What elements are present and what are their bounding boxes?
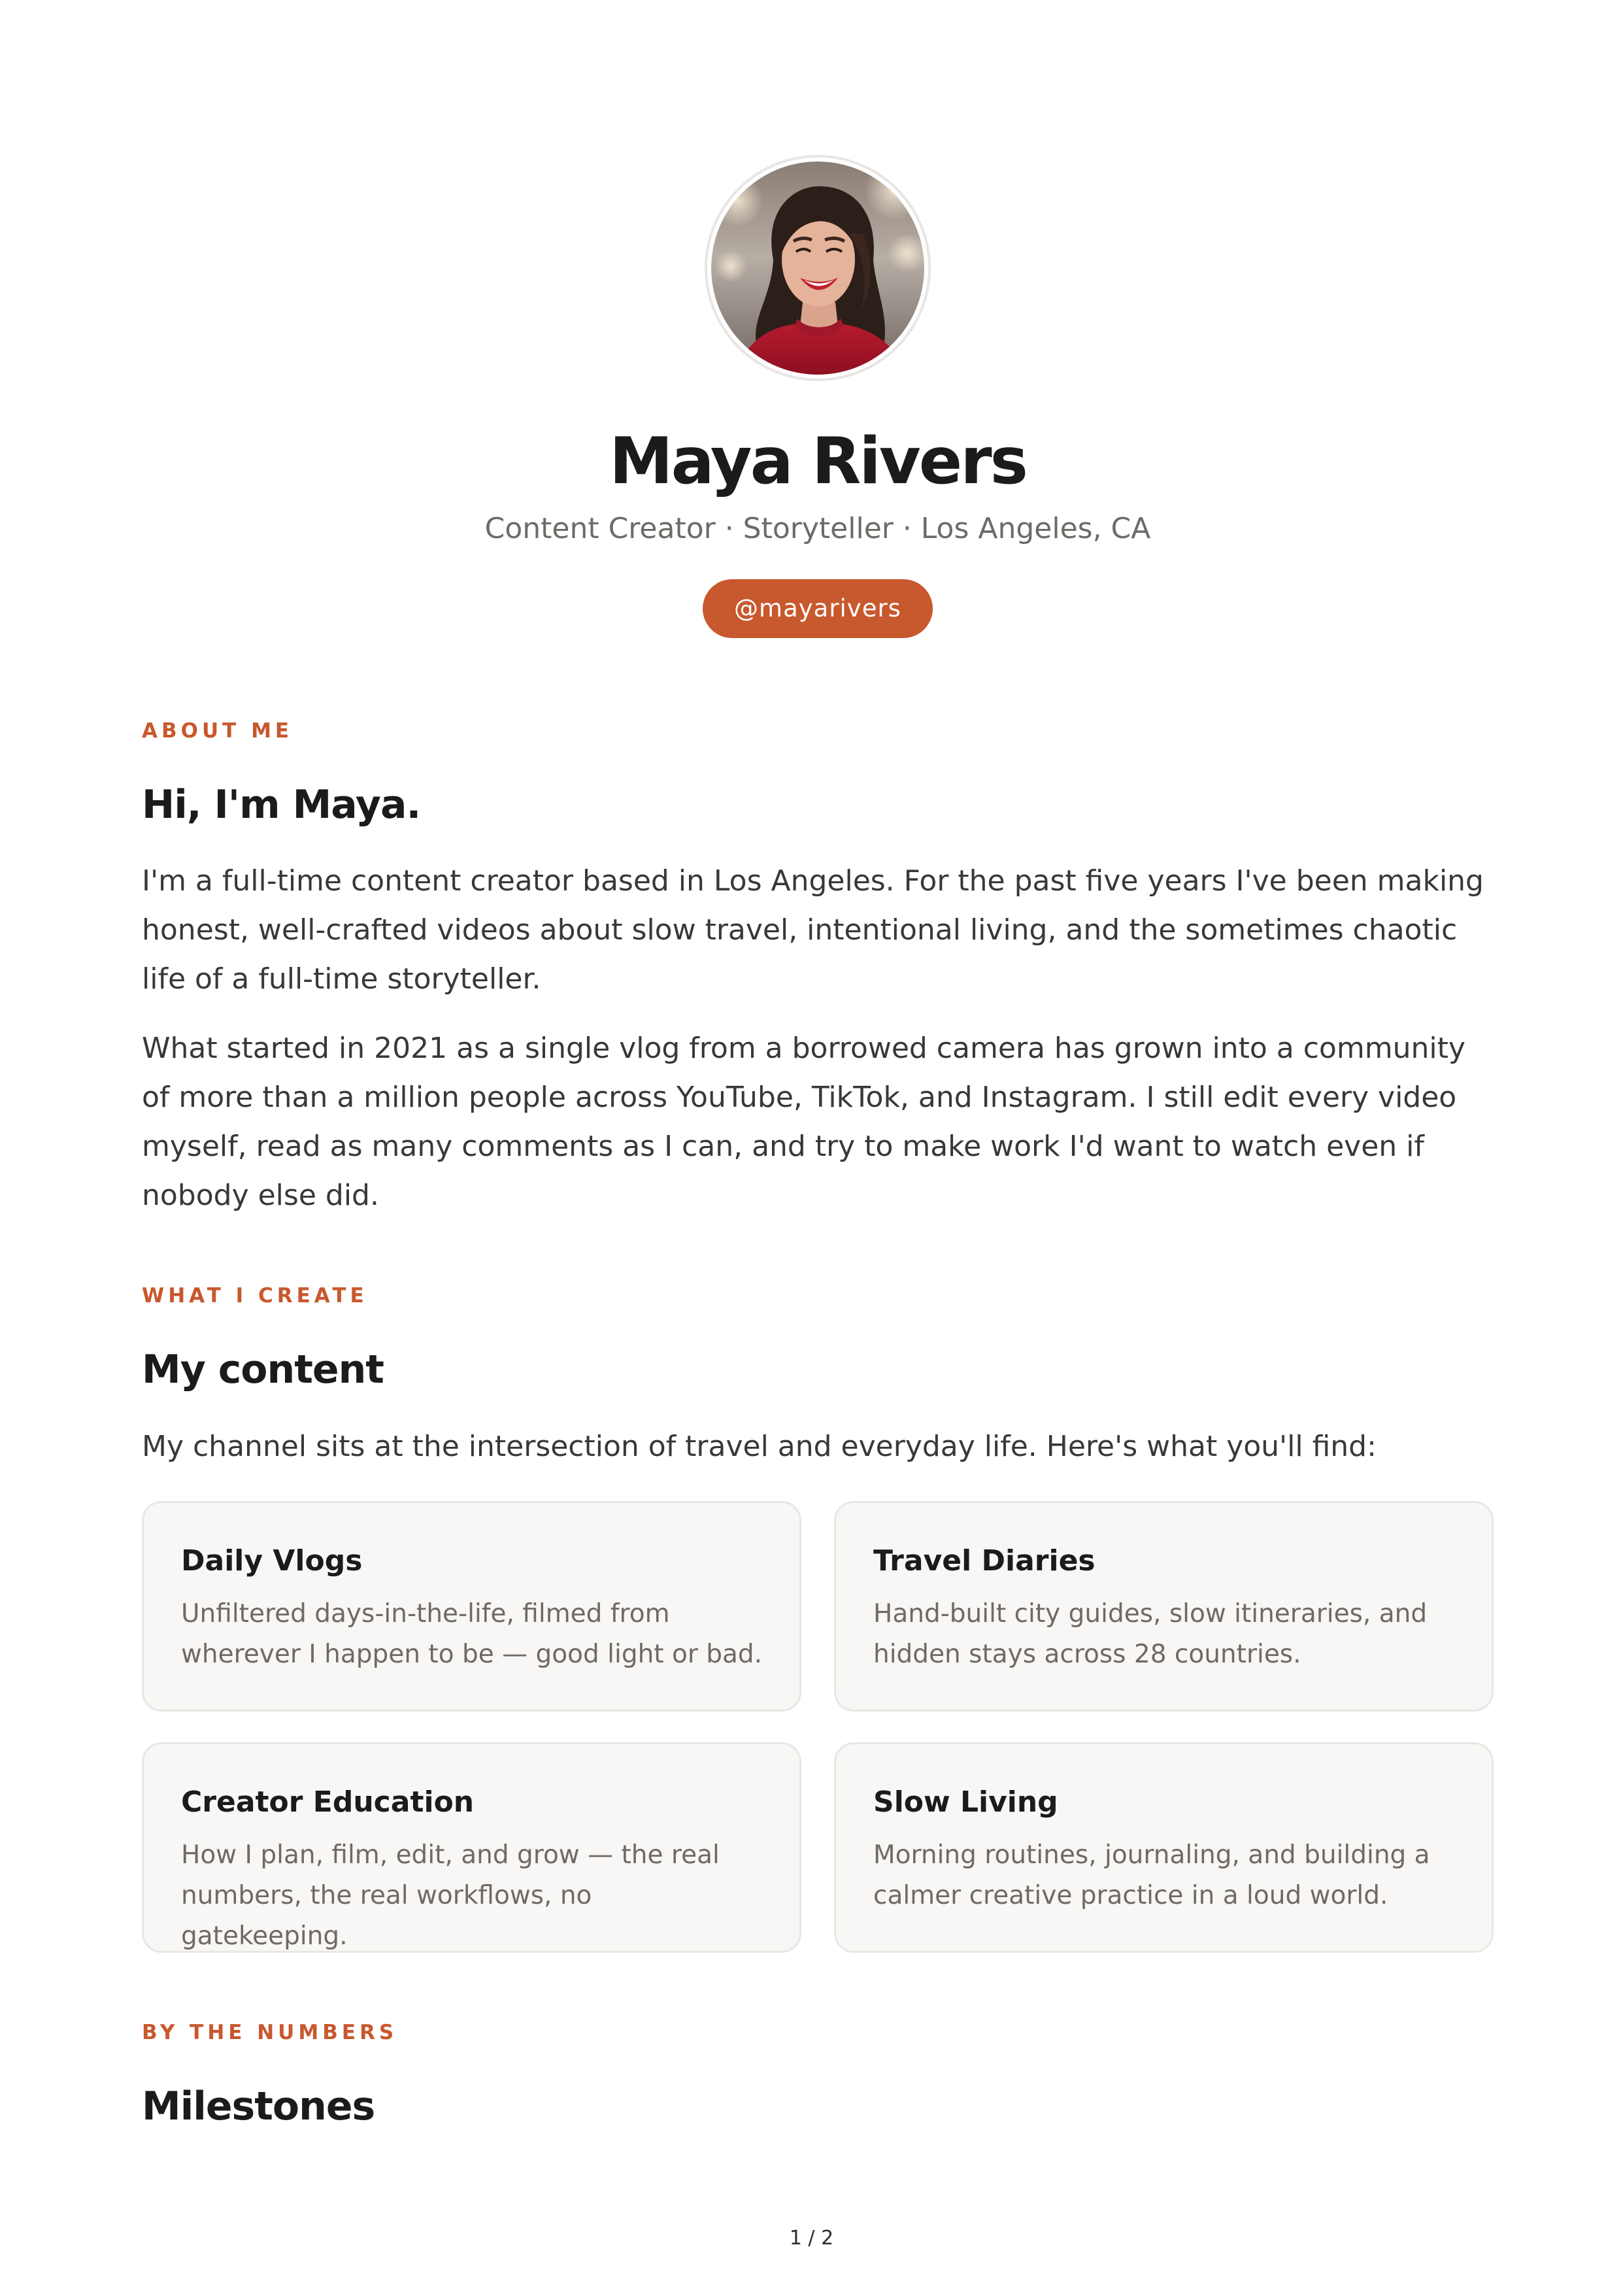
profile-header: [142, 155, 1494, 638]
avatar-ring: [705, 155, 931, 381]
card-title: Travel Diaries: [873, 1544, 1096, 1578]
numbers-section: [142, 2023, 1494, 2128]
numbers-heading: Milestones: [142, 2084, 375, 2129]
profile-tagline: Content Creator · Storyteller · Los Angeles, CA: [484, 511, 1151, 545]
content-card-grid: [142, 1501, 1494, 1953]
numbers-eyebrow: BY THE NUMBERS: [142, 2021, 398, 2044]
about-paragraph-2: What started in 2021 as a single vlog from a borrowed camera has grown into a community of more than a million people across YouTube, TikTok, and Instagram. I still edit every video myself, read as many comments as I can, and try to make work I'd want to watch even if nobody else did.: [142, 1032, 1465, 1212]
content-intro: My channel sits at the intersection of travel and everyday life. Here's what you'll find:: [142, 1430, 1377, 1463]
card-title: Slow Living: [873, 1785, 1058, 1819]
content-eyebrow: WHAT I CREATE: [142, 1284, 368, 1308]
about-eyebrow: ABOUT ME: [142, 719, 293, 743]
card-description: Morning routines, journaling, and building a calmer creative practice in a loud world.: [873, 1840, 1430, 1911]
card-description: Hand-built city guides, slow itineraries, and hidden stays across 28 countries.: [873, 1599, 1428, 1670]
about-section: [142, 721, 1494, 826]
card-description: How I plan, film, edit, and grow — the real numbers, the real workflows, no gatekeeping.: [181, 1840, 720, 1951]
content-section: [142, 1286, 1494, 1391]
page-indicator: 1 / 2: [789, 2227, 834, 2250]
handle-badge[interactable]: @mayarivers: [703, 579, 933, 638]
about-heading: Hi, I'm Maya.: [142, 782, 421, 828]
card-description: Unfiltered days-in-the-life, filmed from wherever I happen to be — good light or bad.: [181, 1599, 763, 1670]
about-paragraph-1: I'm a full-time content creator based in Los Angeles. For the past five years I've been making honest, well-crafted videos about slow travel, intentional living, and the sometimes chaotic life of a full-time storyteller.: [142, 864, 1484, 996]
content-card: [142, 1501, 801, 1712]
profile-name: Maya Rivers: [609, 424, 1026, 499]
avatar: [711, 161, 924, 375]
card-title: Daily Vlogs: [181, 1544, 363, 1578]
content-card: [834, 1742, 1494, 1953]
content-card: [142, 1742, 801, 1953]
content-heading: My content: [142, 1347, 384, 1393]
content-card: [834, 1501, 1494, 1712]
card-title: Creator Education: [181, 1785, 475, 1819]
